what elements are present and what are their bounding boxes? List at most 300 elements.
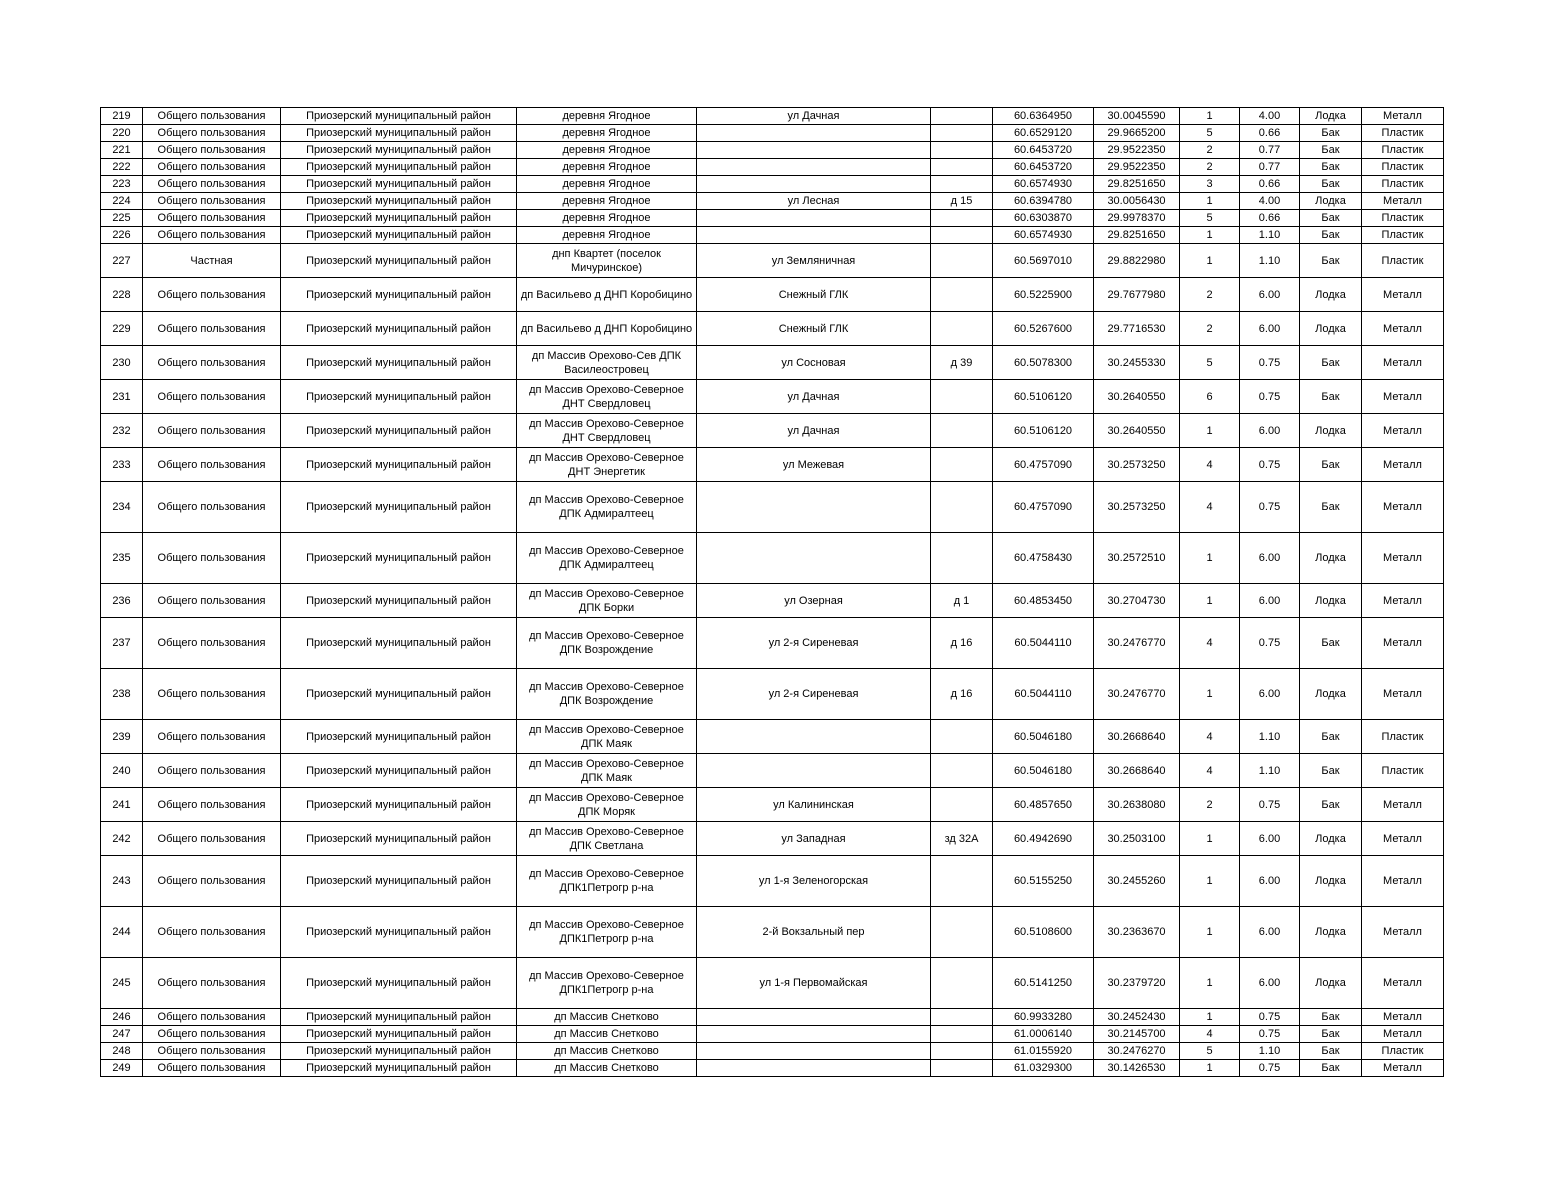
house-cell: д 16 — [931, 618, 993, 669]
table-row — [101, 244, 1444, 278]
container-material-cell: Металл — [1362, 1026, 1444, 1043]
container-volume-cell: 0.75 — [1240, 1026, 1300, 1043]
container-material-cell: Пластик — [1362, 176, 1444, 193]
container-type-cell: Бак — [1300, 754, 1362, 788]
settlement-cell: дп Массив Орехово-Северное ДНТ Свердловец — [517, 414, 697, 448]
longitude-cell: 30.2640550 — [1094, 414, 1180, 448]
longitude-cell: 30.0045590 — [1094, 108, 1180, 125]
table-row — [101, 1043, 1444, 1060]
latitude-cell: 60.5044110 — [993, 618, 1094, 669]
longitude-cell: 30.2572510 — [1094, 533, 1180, 584]
table-row — [101, 788, 1444, 822]
house-cell — [931, 176, 993, 193]
settlement-cell: деревня Ягодное — [517, 227, 697, 244]
container-type-cell: Бак — [1300, 346, 1362, 380]
container-material-cell: Пластик — [1362, 210, 1444, 227]
longitude-cell: 30.2476770 — [1094, 618, 1180, 669]
street-cell: ул Земляничная — [697, 244, 931, 278]
district-cell: Приозерский муниципальный район — [281, 856, 517, 907]
container-type-cell: Бак — [1300, 788, 1362, 822]
district-cell: Приозерский муниципальный район — [281, 278, 517, 312]
row-number-cell: 236 — [101, 584, 143, 618]
street-cell: ул Лесная — [697, 193, 931, 210]
street-cell: ул Западная — [697, 822, 931, 856]
district-cell: Приозерский муниципальный район — [281, 669, 517, 720]
container-volume-cell: 0.75 — [1240, 788, 1300, 822]
container-volume-cell: 6.00 — [1240, 958, 1300, 1009]
container-material-cell: Металл — [1362, 1060, 1444, 1077]
house-cell — [931, 142, 993, 159]
container-type-cell: Лодка — [1300, 856, 1362, 907]
street-cell — [697, 227, 931, 244]
container-volume-cell: 6.00 — [1240, 584, 1300, 618]
site-type-cell: Общего пользования — [143, 176, 281, 193]
container-volume-cell: 1.10 — [1240, 1043, 1300, 1060]
street-cell: ул 1-я Зеленогорская — [697, 856, 931, 907]
latitude-cell: 60.4857650 — [993, 788, 1094, 822]
settlement-cell: дп Массив Орехово-Северное ДПК Маяк — [517, 720, 697, 754]
container-count-cell: 1 — [1180, 193, 1240, 210]
container-volume-cell: 0.75 — [1240, 1009, 1300, 1026]
container-count-cell: 1 — [1180, 822, 1240, 856]
house-cell: д 15 — [931, 193, 993, 210]
container-count-cell: 4 — [1180, 618, 1240, 669]
site-type-cell: Общего пользования — [143, 907, 281, 958]
settlement-cell: дп Массив Орехово-Северное ДНТ Свердловец — [517, 380, 697, 414]
container-type-cell: Бак — [1300, 142, 1362, 159]
row-number-cell: 247 — [101, 1026, 143, 1043]
container-material-cell: Металл — [1362, 584, 1444, 618]
site-type-cell: Общего пользования — [143, 1026, 281, 1043]
row-number-cell: 220 — [101, 125, 143, 142]
table-row — [101, 958, 1444, 1009]
container-volume-cell: 4.00 — [1240, 108, 1300, 125]
container-material-cell: Металл — [1362, 669, 1444, 720]
container-type-cell: Лодка — [1300, 907, 1362, 958]
district-cell: Приозерский муниципальный район — [281, 227, 517, 244]
container-type-cell: Бак — [1300, 159, 1362, 176]
container-volume-cell: 0.77 — [1240, 159, 1300, 176]
container-type-cell: Бак — [1300, 720, 1362, 754]
row-number-cell: 249 — [101, 1060, 143, 1077]
settlement-cell: дп Массив Орехово-Северное ДПК Светлана — [517, 822, 697, 856]
district-cell: Приозерский муниципальный район — [281, 754, 517, 788]
table-row — [101, 108, 1444, 125]
settlement-cell: днп Квартет (поселок Мичуринское) — [517, 244, 697, 278]
district-cell: Приозерский муниципальный район — [281, 584, 517, 618]
table-row — [101, 210, 1444, 227]
house-cell — [931, 108, 993, 125]
container-volume-cell: 6.00 — [1240, 907, 1300, 958]
container-type-cell: Бак — [1300, 227, 1362, 244]
site-type-cell: Общего пользования — [143, 856, 281, 907]
house-cell — [931, 159, 993, 176]
district-cell: Приозерский муниципальный район — [281, 159, 517, 176]
table-row — [101, 1060, 1444, 1077]
container-count-cell: 1 — [1180, 958, 1240, 1009]
district-cell: Приозерский муниципальный район — [281, 210, 517, 227]
site-type-cell: Общего пользования — [143, 669, 281, 720]
longitude-cell: 30.2668640 — [1094, 754, 1180, 788]
site-type-cell: Общего пользования — [143, 312, 281, 346]
container-volume-cell: 6.00 — [1240, 278, 1300, 312]
longitude-cell: 30.2476270 — [1094, 1043, 1180, 1060]
district-cell: Приозерский муниципальный район — [281, 414, 517, 448]
table-row — [101, 159, 1444, 176]
container-count-cell: 1 — [1180, 108, 1240, 125]
container-volume-cell: 0.66 — [1240, 176, 1300, 193]
container-material-cell: Пластик — [1362, 159, 1444, 176]
site-type-cell: Общего пользования — [143, 482, 281, 533]
street-cell — [697, 1043, 931, 1060]
settlement-cell: дп Массив Орехово-Северное ДПК Маяк — [517, 754, 697, 788]
house-cell — [931, 856, 993, 907]
container-count-cell: 1 — [1180, 584, 1240, 618]
house-cell — [931, 244, 993, 278]
street-cell — [697, 1026, 931, 1043]
container-material-cell: Металл — [1362, 822, 1444, 856]
latitude-cell: 61.0155920 — [993, 1043, 1094, 1060]
house-cell: д 39 — [931, 346, 993, 380]
container-material-cell: Пластик — [1362, 227, 1444, 244]
district-cell: Приозерский муниципальный район — [281, 448, 517, 482]
container-volume-cell: 0.66 — [1240, 125, 1300, 142]
longitude-cell: 30.2455260 — [1094, 856, 1180, 907]
row-number-cell: 228 — [101, 278, 143, 312]
latitude-cell: 60.6453720 — [993, 159, 1094, 176]
latitude-cell: 60.4757090 — [993, 448, 1094, 482]
street-cell: ул 2-я Сиреневая — [697, 618, 931, 669]
district-cell: Приозерский муниципальный район — [281, 380, 517, 414]
district-cell: Приозерский муниципальный район — [281, 618, 517, 669]
street-cell: Снежный ГЛК — [697, 312, 931, 346]
street-cell: 2-й Вокзальный пер — [697, 907, 931, 958]
container-material-cell: Металл — [1362, 278, 1444, 312]
row-number-cell: 246 — [101, 1009, 143, 1026]
container-count-cell: 5 — [1180, 125, 1240, 142]
site-type-cell: Общего пользования — [143, 346, 281, 380]
table-row — [101, 193, 1444, 210]
settlement-cell: дп Васильево д ДНП Коробицино — [517, 278, 697, 312]
container-volume-cell: 0.75 — [1240, 380, 1300, 414]
latitude-cell: 60.5046180 — [993, 720, 1094, 754]
latitude-cell: 60.5044110 — [993, 669, 1094, 720]
site-type-cell: Общего пользования — [143, 822, 281, 856]
latitude-cell: 60.5106120 — [993, 414, 1094, 448]
row-number-cell: 238 — [101, 669, 143, 720]
container-material-cell: Пластик — [1362, 125, 1444, 142]
table-row — [101, 346, 1444, 380]
table-body — [101, 108, 1444, 1077]
longitude-cell: 29.8822980 — [1094, 244, 1180, 278]
longitude-cell: 29.9665200 — [1094, 125, 1180, 142]
longitude-cell: 30.2638080 — [1094, 788, 1180, 822]
table-row — [101, 278, 1444, 312]
site-type-cell: Общего пользования — [143, 1043, 281, 1060]
row-number-cell: 245 — [101, 958, 143, 1009]
site-type-cell: Общего пользования — [143, 720, 281, 754]
settlement-cell: дп Массив Снетково — [517, 1060, 697, 1077]
settlement-cell: дп Массив Снетково — [517, 1009, 697, 1026]
container-count-cell: 1 — [1180, 414, 1240, 448]
row-number-cell: 242 — [101, 822, 143, 856]
row-number-cell: 248 — [101, 1043, 143, 1060]
street-cell: ул 2-я Сиреневая — [697, 669, 931, 720]
settlement-cell: дп Массив Орехово-Северное ДПК1Петрогр р-на — [517, 907, 697, 958]
container-material-cell: Металл — [1362, 193, 1444, 210]
container-material-cell: Пластик — [1362, 754, 1444, 788]
container-type-cell: Лодка — [1300, 533, 1362, 584]
container-volume-cell: 0.75 — [1240, 618, 1300, 669]
container-count-cell: 2 — [1180, 312, 1240, 346]
district-cell: Приозерский муниципальный район — [281, 822, 517, 856]
table-row — [101, 720, 1444, 754]
latitude-cell: 60.5141250 — [993, 958, 1094, 1009]
site-type-cell: Общего пользования — [143, 1009, 281, 1026]
house-cell — [931, 125, 993, 142]
street-cell — [697, 159, 931, 176]
latitude-cell: 60.4758430 — [993, 533, 1094, 584]
container-material-cell: Пластик — [1362, 142, 1444, 159]
street-cell: ул Сосновая — [697, 346, 931, 380]
district-cell: Приозерский муниципальный район — [281, 176, 517, 193]
container-count-cell: 2 — [1180, 788, 1240, 822]
latitude-cell: 60.5106120 — [993, 380, 1094, 414]
house-cell — [931, 414, 993, 448]
row-number-cell: 221 — [101, 142, 143, 159]
house-cell — [931, 958, 993, 1009]
table-row — [101, 822, 1444, 856]
container-count-cell: 2 — [1180, 159, 1240, 176]
container-volume-cell: 0.66 — [1240, 210, 1300, 227]
settlement-cell: дп Массив Орехово-Северное ДПК Адмиралтеец — [517, 533, 697, 584]
settlement-cell: деревня Ягодное — [517, 176, 697, 193]
district-cell: Приозерский муниципальный район — [281, 1043, 517, 1060]
settlement-cell: деревня Ягодное — [517, 210, 697, 227]
container-material-cell: Металл — [1362, 312, 1444, 346]
container-count-cell: 1 — [1180, 533, 1240, 584]
container-count-cell: 1 — [1180, 907, 1240, 958]
longitude-cell: 29.9522350 — [1094, 142, 1180, 159]
site-type-cell: Частная — [143, 244, 281, 278]
container-type-cell: Лодка — [1300, 958, 1362, 1009]
settlement-cell: деревня Ягодное — [517, 125, 697, 142]
row-number-cell: 219 — [101, 108, 143, 125]
house-cell — [931, 448, 993, 482]
container-material-cell: Металл — [1362, 108, 1444, 125]
street-cell — [697, 142, 931, 159]
container-count-cell: 5 — [1180, 1043, 1240, 1060]
row-number-cell: 225 — [101, 210, 143, 227]
container-material-cell: Пластик — [1362, 1043, 1444, 1060]
container-sites-table — [100, 107, 1444, 1077]
settlement-cell: дп Массив Орехово-Северное ДПК Возрождение — [517, 618, 697, 669]
container-count-cell: 4 — [1180, 754, 1240, 788]
longitude-cell: 30.2476770 — [1094, 669, 1180, 720]
container-count-cell: 4 — [1180, 1026, 1240, 1043]
site-type-cell: Общего пользования — [143, 448, 281, 482]
container-volume-cell: 6.00 — [1240, 414, 1300, 448]
container-volume-cell: 1.10 — [1240, 720, 1300, 754]
district-cell: Приозерский муниципальный район — [281, 482, 517, 533]
table-row — [101, 1026, 1444, 1043]
table-row — [101, 482, 1444, 533]
latitude-cell: 60.5697010 — [993, 244, 1094, 278]
row-number-cell: 227 — [101, 244, 143, 278]
street-cell: ул Дачная — [697, 380, 931, 414]
latitude-cell: 60.4853450 — [993, 584, 1094, 618]
settlement-cell: деревня Ягодное — [517, 193, 697, 210]
settlement-cell: деревня Ягодное — [517, 159, 697, 176]
settlement-cell: дп Массив Снетково — [517, 1043, 697, 1060]
district-cell: Приозерский муниципальный район — [281, 312, 517, 346]
row-number-cell: 229 — [101, 312, 143, 346]
container-type-cell: Бак — [1300, 176, 1362, 193]
container-type-cell: Бак — [1300, 482, 1362, 533]
house-cell — [931, 1026, 993, 1043]
latitude-cell: 60.5108600 — [993, 907, 1094, 958]
district-cell: Приозерский муниципальный район — [281, 907, 517, 958]
settlement-cell: дп Массив Орехово-Северное ДПК Возрождение — [517, 669, 697, 720]
longitude-cell: 30.2145700 — [1094, 1026, 1180, 1043]
container-type-cell: Бак — [1300, 618, 1362, 669]
site-type-cell: Общего пользования — [143, 159, 281, 176]
container-volume-cell: 6.00 — [1240, 669, 1300, 720]
row-number-cell: 224 — [101, 193, 143, 210]
site-type-cell: Общего пользования — [143, 193, 281, 210]
longitude-cell: 30.2379720 — [1094, 958, 1180, 1009]
container-count-cell: 5 — [1180, 346, 1240, 380]
latitude-cell: 61.0006140 — [993, 1026, 1094, 1043]
container-volume-cell: 0.77 — [1240, 142, 1300, 159]
container-material-cell: Пластик — [1362, 244, 1444, 278]
container-count-cell: 4 — [1180, 482, 1240, 533]
container-material-cell: Металл — [1362, 346, 1444, 380]
row-number-cell: 230 — [101, 346, 143, 380]
settlement-cell: дп Массив Снетково — [517, 1026, 697, 1043]
longitude-cell: 29.8251650 — [1094, 176, 1180, 193]
row-number-cell: 222 — [101, 159, 143, 176]
longitude-cell: 30.2503100 — [1094, 822, 1180, 856]
container-count-cell: 4 — [1180, 720, 1240, 754]
latitude-cell: 60.6364950 — [993, 108, 1094, 125]
site-type-cell: Общего пользования — [143, 414, 281, 448]
container-count-cell: 6 — [1180, 380, 1240, 414]
container-volume-cell: 6.00 — [1240, 822, 1300, 856]
street-cell — [697, 1060, 931, 1077]
district-cell: Приозерский муниципальный район — [281, 125, 517, 142]
district-cell: Приозерский муниципальный район — [281, 108, 517, 125]
settlement-cell: деревня Ягодное — [517, 108, 697, 125]
table-row — [101, 856, 1444, 907]
table-row — [101, 754, 1444, 788]
container-count-cell: 1 — [1180, 856, 1240, 907]
latitude-cell: 60.9933280 — [993, 1009, 1094, 1026]
latitude-cell: 60.4942690 — [993, 822, 1094, 856]
table-row — [101, 448, 1444, 482]
house-cell — [931, 907, 993, 958]
settlement-cell: дп Васильево д ДНП Коробицино — [517, 312, 697, 346]
house-cell — [931, 210, 993, 227]
site-type-cell: Общего пользования — [143, 584, 281, 618]
street-cell — [697, 176, 931, 193]
street-cell — [697, 210, 931, 227]
longitude-cell: 29.7716530 — [1094, 312, 1180, 346]
container-volume-cell: 1.10 — [1240, 244, 1300, 278]
house-cell: д 1 — [931, 584, 993, 618]
street-cell — [697, 482, 931, 533]
district-cell: Приозерский муниципальный район — [281, 1009, 517, 1026]
container-type-cell: Бак — [1300, 380, 1362, 414]
table-row — [101, 1009, 1444, 1026]
container-material-cell: Металл — [1362, 448, 1444, 482]
container-type-cell: Бак — [1300, 210, 1362, 227]
longitude-cell: 30.0056430 — [1094, 193, 1180, 210]
row-number-cell: 237 — [101, 618, 143, 669]
district-cell: Приозерский муниципальный район — [281, 788, 517, 822]
latitude-cell: 60.6529120 — [993, 125, 1094, 142]
table-row — [101, 618, 1444, 669]
district-cell: Приозерский муниципальный район — [281, 1026, 517, 1043]
container-count-cell: 1 — [1180, 669, 1240, 720]
longitude-cell: 29.8251650 — [1094, 227, 1180, 244]
row-number-cell: 239 — [101, 720, 143, 754]
longitude-cell: 30.1426530 — [1094, 1060, 1180, 1077]
row-number-cell: 231 — [101, 380, 143, 414]
row-number-cell: 234 — [101, 482, 143, 533]
site-type-cell: Общего пользования — [143, 618, 281, 669]
street-cell: ул Озерная — [697, 584, 931, 618]
table-row — [101, 584, 1444, 618]
container-material-cell: Металл — [1362, 482, 1444, 533]
house-cell — [931, 754, 993, 788]
house-cell — [931, 533, 993, 584]
table-row — [101, 176, 1444, 193]
container-count-cell: 2 — [1180, 142, 1240, 159]
street-cell: Снежный ГЛК — [697, 278, 931, 312]
street-cell — [697, 754, 931, 788]
site-type-cell: Общего пользования — [143, 278, 281, 312]
row-number-cell: 232 — [101, 414, 143, 448]
site-type-cell: Общего пользования — [143, 108, 281, 125]
row-number-cell: 233 — [101, 448, 143, 482]
container-volume-cell: 0.75 — [1240, 346, 1300, 380]
row-number-cell: 240 — [101, 754, 143, 788]
latitude-cell: 60.4757090 — [993, 482, 1094, 533]
street-cell — [697, 533, 931, 584]
container-count-cell: 1 — [1180, 244, 1240, 278]
container-volume-cell: 1.10 — [1240, 754, 1300, 788]
table-row — [101, 669, 1444, 720]
container-type-cell: Бак — [1300, 1060, 1362, 1077]
longitude-cell: 30.2363670 — [1094, 907, 1180, 958]
house-cell — [931, 1043, 993, 1060]
latitude-cell: 60.5225900 — [993, 278, 1094, 312]
district-cell: Приозерский муниципальный район — [281, 142, 517, 159]
longitude-cell: 30.2573250 — [1094, 448, 1180, 482]
house-cell — [931, 380, 993, 414]
container-type-cell: Бак — [1300, 125, 1362, 142]
container-type-cell: Лодка — [1300, 108, 1362, 125]
container-count-cell: 5 — [1180, 210, 1240, 227]
container-type-cell: Лодка — [1300, 278, 1362, 312]
container-volume-cell: 1.10 — [1240, 227, 1300, 244]
table-row — [101, 414, 1444, 448]
container-volume-cell: 6.00 — [1240, 856, 1300, 907]
street-cell — [697, 1009, 931, 1026]
container-type-cell: Бак — [1300, 1009, 1362, 1026]
street-cell: ул Калининская — [697, 788, 931, 822]
